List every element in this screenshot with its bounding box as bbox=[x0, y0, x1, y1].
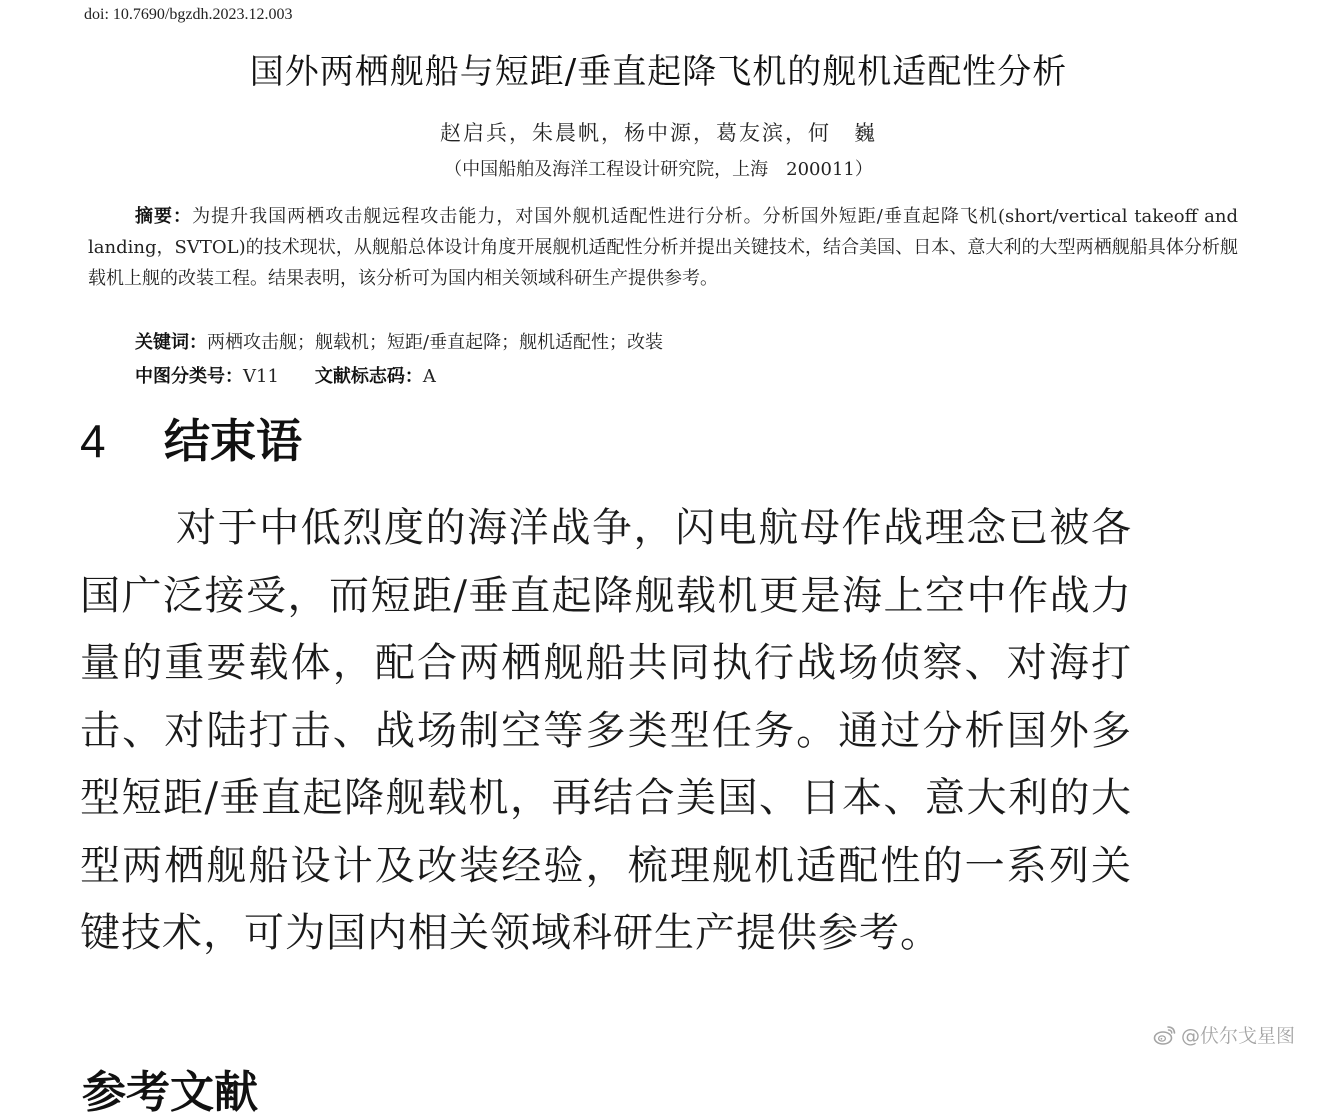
keywords-label: 关键词： bbox=[135, 332, 207, 353]
abstract bbox=[88, 201, 1238, 294]
clc-value: V11 bbox=[243, 366, 279, 387]
keywords bbox=[135, 328, 663, 354]
abstract-text: 为提升我国两栖攻击舰远程攻击能力，对国外舰机适配性进行分析。分析国外短距/垂直起降飞机(short/vertical takeoff and landing，SVTOL)的技术现状，从舰船总体设计角度开展舰机适配性分析并提出关键技术，结合美国、日本、意大利的大型两栖舰船具体分析舰载机上舰的改装工程。结果表明，该分析可为国内相关领域科研生产提供参考。 bbox=[88, 206, 1239, 289]
paper-title: 国外两栖舰船与短距/垂直起降飞机的舰机适配性分析 bbox=[249, 52, 1068, 92]
classification-line bbox=[135, 362, 436, 388]
abstract-label: 摘要： bbox=[135, 206, 193, 227]
author-list: 赵启兵，朱晨帆，杨中源，葛友滨，何 巍 bbox=[440, 121, 877, 145]
doc-code-value: A bbox=[422, 366, 436, 387]
clc-label: 中图分类号： bbox=[135, 366, 243, 387]
watermark-text: @伏尔戈星图 bbox=[1180, 1025, 1295, 1047]
section-heading bbox=[80, 405, 302, 471]
doc-code-label: 文献标志码： bbox=[314, 366, 423, 387]
keywords-text: 两栖攻击舰；舰载机；短距/垂直起降；舰机适配性；改装 bbox=[207, 332, 664, 353]
doi-line: doi: 10.7690/bgzdh.2023.12.003 bbox=[84, 6, 293, 23]
affiliation: （中国船舶及海洋工程设计研究院，上海 200011） bbox=[444, 159, 873, 180]
section-title: 结束语 bbox=[164, 414, 302, 468]
references-heading: 参考文献 bbox=[82, 1067, 258, 1118]
watermark bbox=[1153, 1021, 1295, 1048]
section-number: 4 bbox=[80, 415, 106, 467]
section-body: 对于中低烈度的海洋战争，闪电航母作战理念已被各国广泛接受，而短距/垂直起降舰载机更是海上空中作战力量的重要载体，配合两栖舰船共同执行战场侦察、对海打击、对陆打击、战场制空等多类型任务。通过分析国外多型短距/垂直起降舰载机，再结合美国、日本、意大利的大型两栖舰船设计及改装经验，梳理舰机适配性的一系列关键技术，可为国内相关领域科研生产提供参考。 bbox=[80, 505, 1132, 956]
weibo-logo-icon bbox=[1153, 1024, 1177, 1046]
